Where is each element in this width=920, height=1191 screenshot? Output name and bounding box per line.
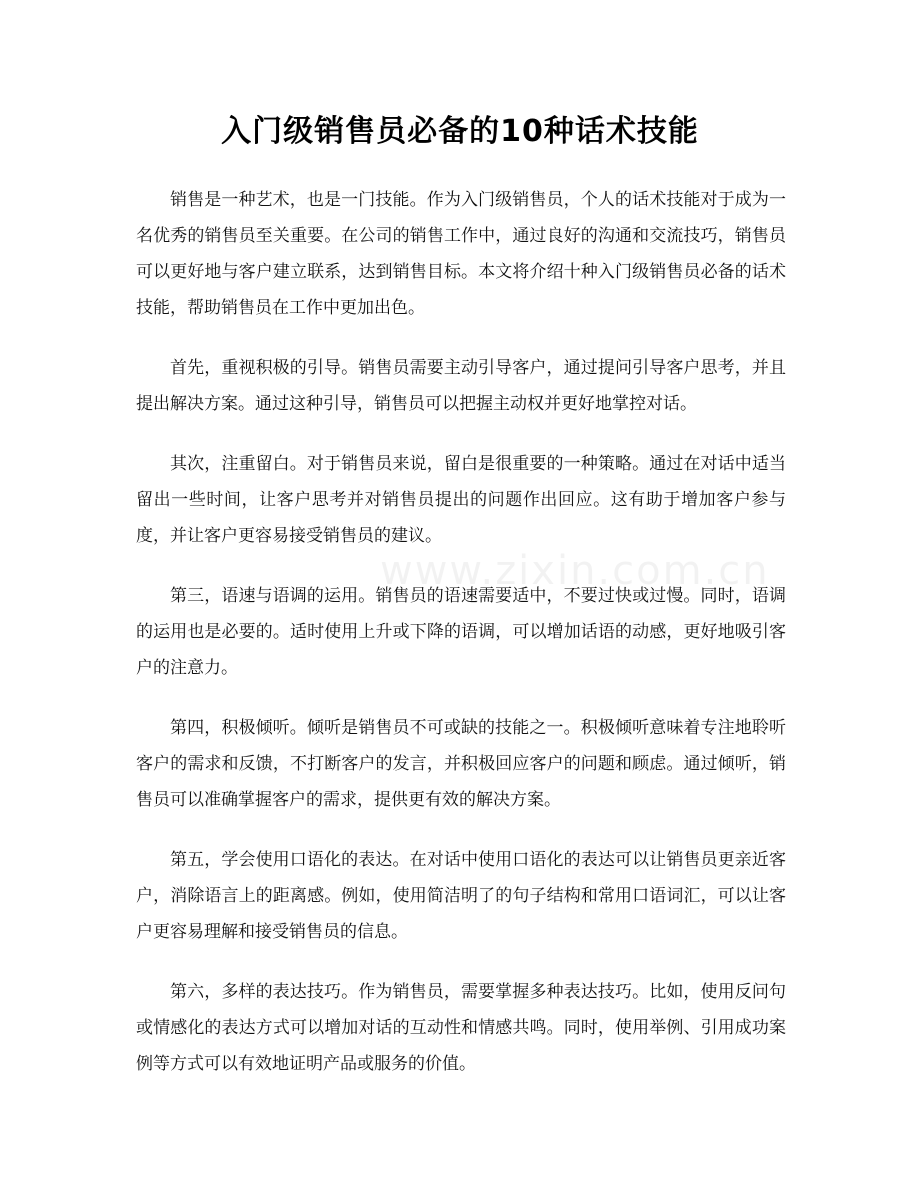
paragraph-fourth: 第四，积极倾听。倾听是销售员不可或缺的技能之一。积极倾听意味着专注地聆听客户的需求和反馈，不打断客户的发言，并积极回应客户的问题和顾虑。通过倾听，销售员可以准确掌握客户的需求，提供更有效的解决方案。 <box>136 718 786 810</box>
paragraph-second: 其次，注重留白。对于销售员来说，留白是很重要的一种策略。通过在对话中适当留出一些时间，让客户思考并对销售员提出的问题作出回应。这有助于增加客户参与度，并让客户更容易接受销售员的建议。 <box>136 454 786 546</box>
paragraph-third: 第三，语速与语调的运用。销售员的语速需要适中，不要过快或过慢。同时，语调的运用也是必要的。适时使用上升或下降的语调，可以增加话语的动感，更好地吸引客户的注意力。 <box>136 586 786 678</box>
document-title: 入门级销售员必备的10种话术技能 <box>221 114 699 149</box>
document-body <box>136 182 786 1106</box>
paragraph-fifth: 第五，学会使用口语化的表达。在对话中使用口语化的表达可以让销售员更亲近客户，消除语言上的距离感。例如，使用简洁明了的句子结构和常用口语词汇，可以让客户更容易理解和接受销售员的信息。 <box>136 850 786 942</box>
paragraph-sixth: 第六，多样的表达技巧。作为销售员，需要掌握多种表达技巧。比如，使用反问句或情感化的表达方式可以增加对话的互动性和情感共鸣。同时，使用举例、引用成功案例等方式可以有效地证明产品或服务的价值。 <box>136 982 786 1074</box>
watermark-text: www.zixin.com.cn <box>380 548 770 594</box>
paragraph-intro: 销售是一种艺术，也是一门技能。作为入门级销售员，个人的话术技能对于成为一名优秀的销售员至关重要。在公司的销售工作中，通过良好的沟通和交流技巧，销售员可以更好地与客户建立联系，达到销售目标。本文将介绍十种入门级销售员必备的话术技能，帮助销售员在工作中更加出色。 <box>136 190 786 318</box>
paragraph-first: 首先，重视积极的引导。销售员需要主动引导客户，通过提问引导客户思考，并且提出解决方案。通过这种引导，销售员可以把握主动权并更好地掌控对话。 <box>136 358 786 414</box>
